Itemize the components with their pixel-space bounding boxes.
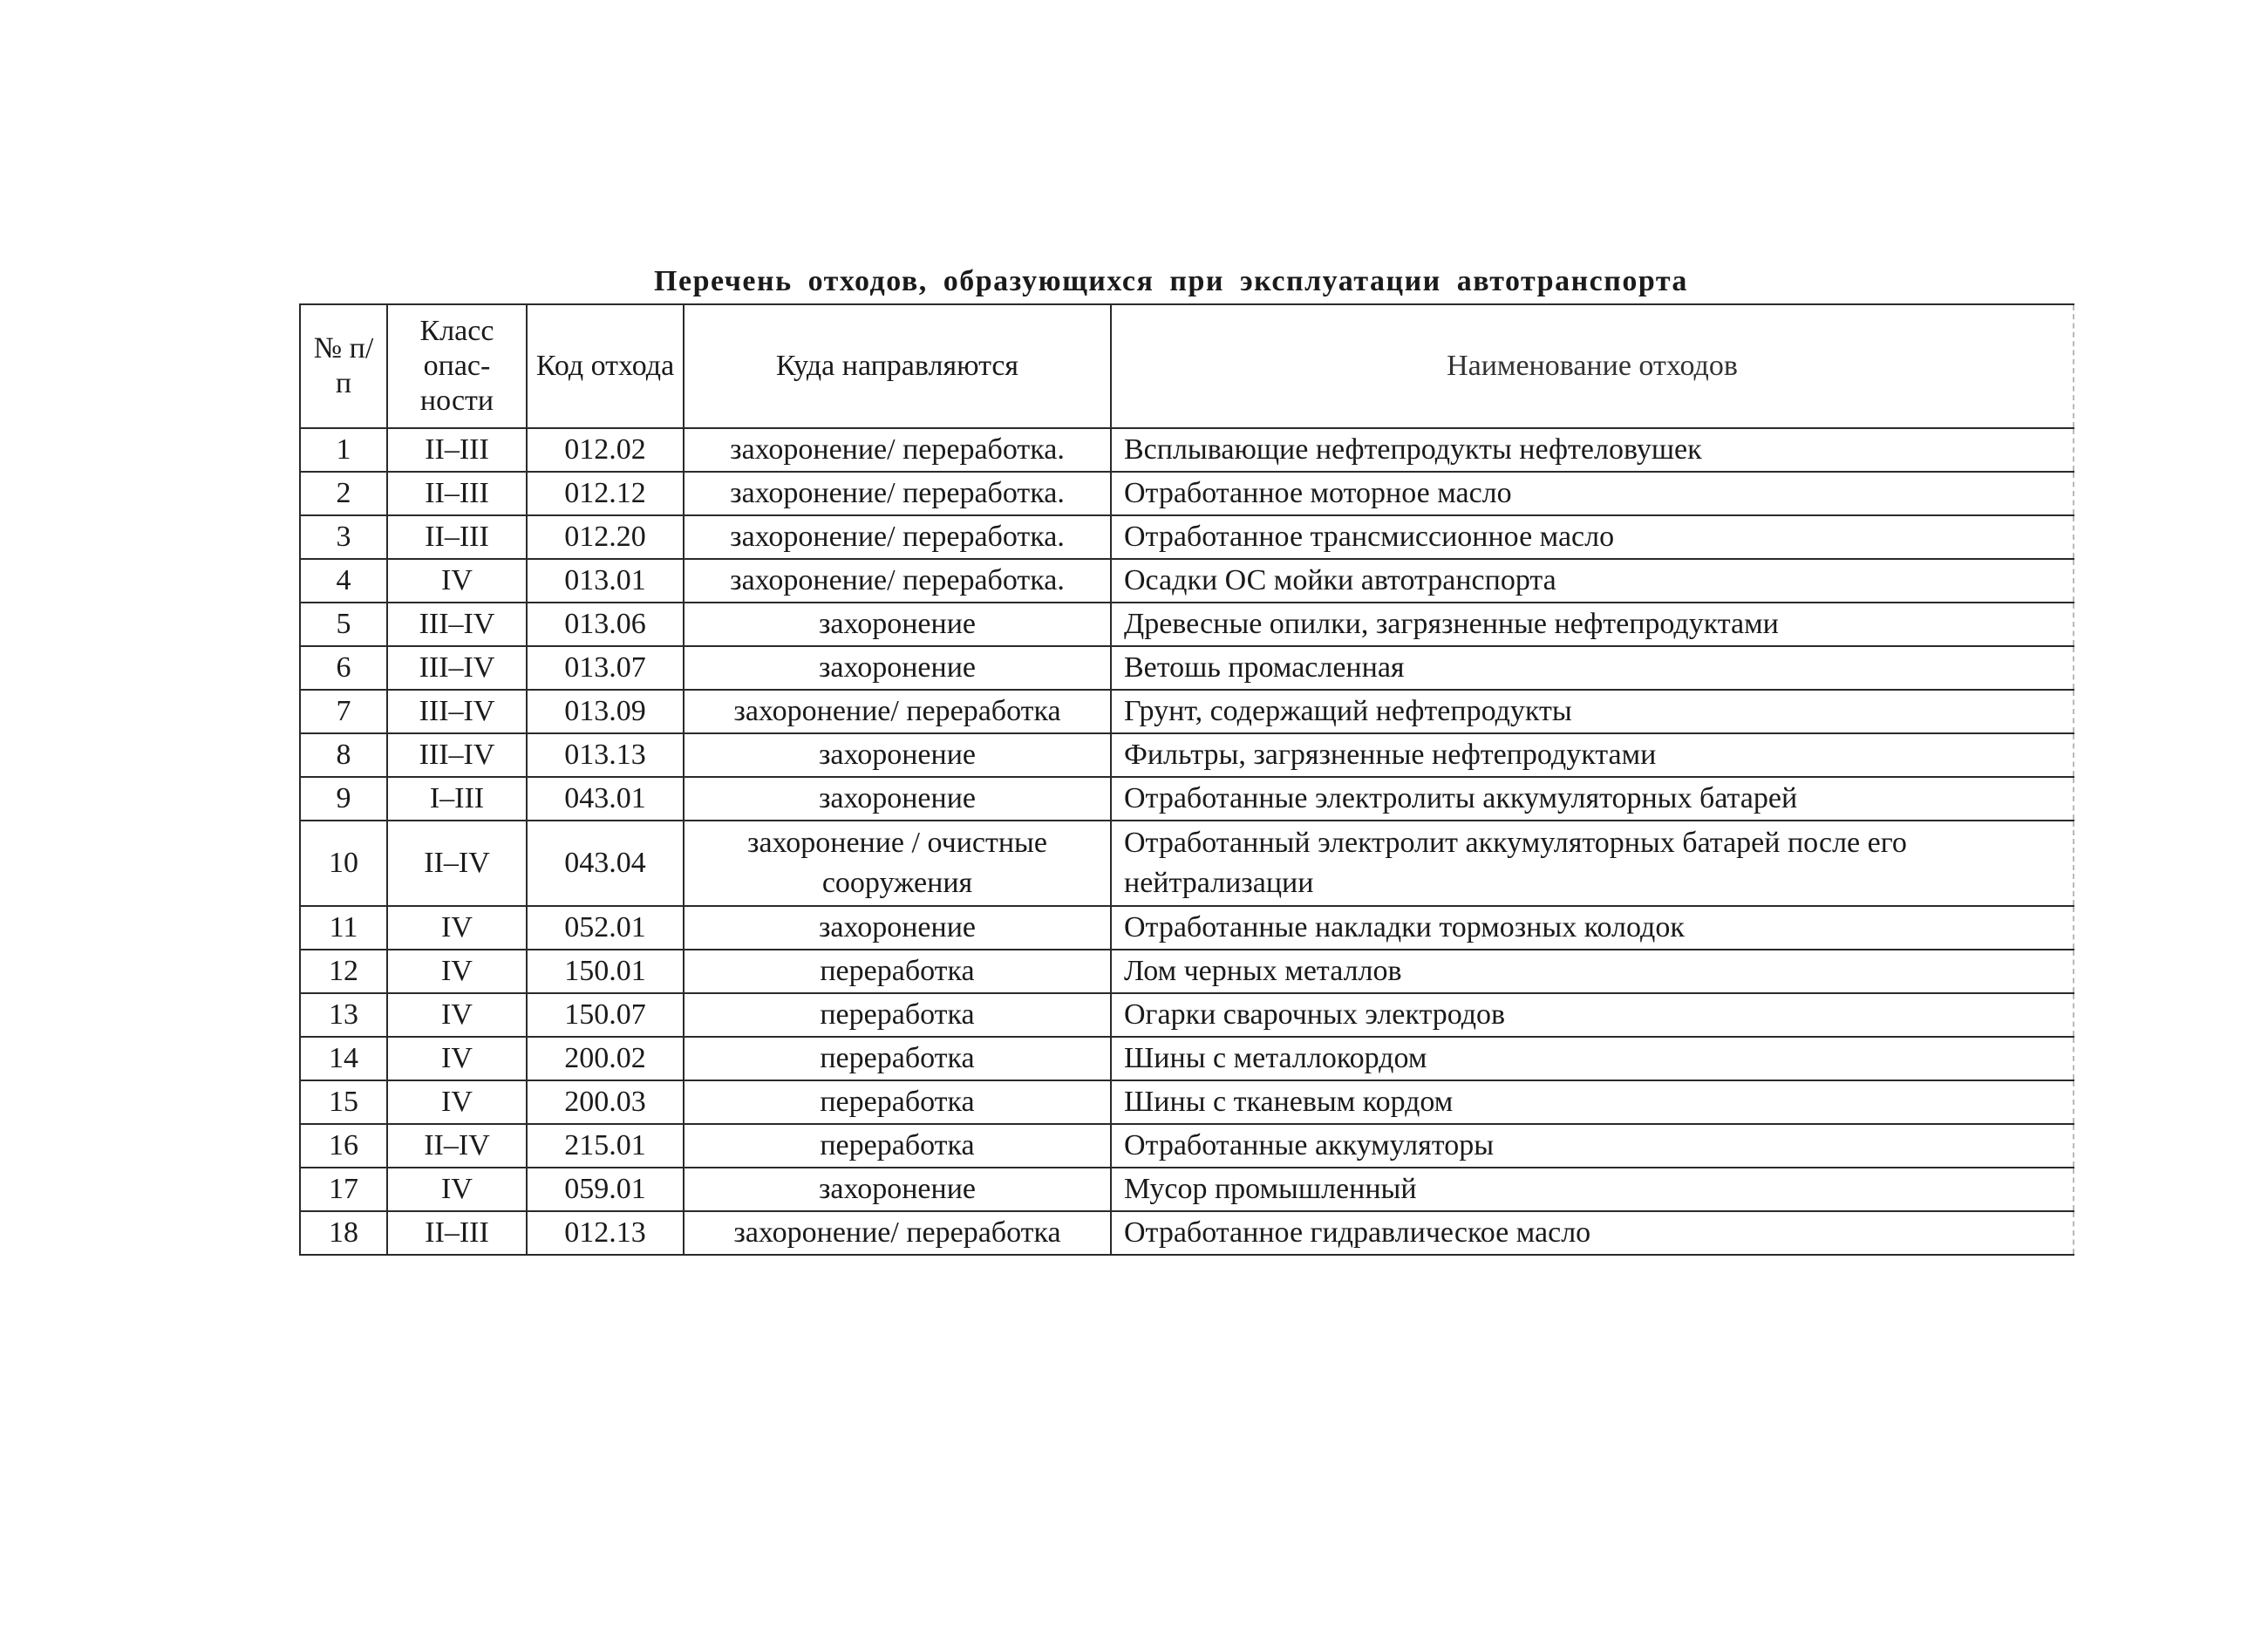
cell-destination: захоронение/ переработка (684, 1211, 1111, 1255)
document-title: Перечень отходов, образующихся при эксплуатации автотранспорта (654, 265, 1688, 297)
cell-num: 11 (300, 906, 387, 950)
table-row (300, 428, 2074, 472)
cell-code: 013.06 (527, 603, 684, 646)
table-header-row (300, 304, 2074, 428)
cell-name: Отработанные накладки тормозных колодок (1111, 906, 2074, 950)
cell-destination: захоронение/ переработка. (684, 559, 1111, 603)
cell-num: 15 (300, 1080, 387, 1124)
cell-destination: захоронение (684, 906, 1111, 950)
cell-num: 5 (300, 603, 387, 646)
cell-name: Шины с тканевым кордом (1111, 1080, 2074, 1124)
cell-name: Отработанное гидравлическое масло (1111, 1211, 2074, 1255)
cell-num: 10 (300, 821, 387, 906)
table-row (300, 821, 2074, 906)
cell-num: 1 (300, 428, 387, 472)
cell-name: Лом черных металлов (1111, 950, 2074, 993)
cell-hazard-class: III–IV (387, 646, 527, 690)
table-row (300, 559, 2074, 603)
cell-name: Отработанное трансмиссионное масло (1111, 515, 2074, 559)
cell-name: Отработанный электролит аккумуляторных батарей после его нейтрализации (1111, 821, 2074, 906)
cell-hazard-class: II–III (387, 472, 527, 515)
cell-hazard-class: III–IV (387, 733, 527, 777)
cell-code: 200.02 (527, 1037, 684, 1080)
cell-hazard-class: I–III (387, 777, 527, 821)
cell-hazard-class: IV (387, 950, 527, 993)
cell-num: 12 (300, 950, 387, 993)
cell-name: Древесные опилки, загрязненные нефтепродуктами (1111, 603, 2074, 646)
cell-destination: захоронение (684, 1168, 1111, 1211)
table-row (300, 906, 2074, 950)
cell-hazard-class: II–III (387, 1211, 527, 1255)
table-row (300, 777, 2074, 821)
cell-destination: захоронение/ переработка. (684, 472, 1111, 515)
table-row (300, 603, 2074, 646)
cell-name: Фильтры, загрязненные нефтепродуктами (1111, 733, 2074, 777)
cell-name: Мусор промышленный (1111, 1168, 2074, 1211)
cell-num: 17 (300, 1168, 387, 1211)
cell-code: 059.01 (527, 1168, 684, 1211)
cell-hazard-class: IV (387, 1080, 527, 1124)
table-row (300, 646, 2074, 690)
cell-hazard-class: IV (387, 1168, 527, 1211)
cell-code: 043.01 (527, 777, 684, 821)
cell-destination: захоронение/ переработка (684, 690, 1111, 733)
cell-code: 012.20 (527, 515, 684, 559)
cell-num: 9 (300, 777, 387, 821)
table-row (300, 472, 2074, 515)
cell-hazard-class: IV (387, 559, 527, 603)
cell-destination: захоронение / очистные сооружения (684, 821, 1111, 906)
table-row (300, 515, 2074, 559)
cell-destination: захоронение (684, 733, 1111, 777)
cell-name: Отработанные аккумуляторы (1111, 1124, 2074, 1168)
cell-hazard-class: II–IV (387, 821, 527, 906)
cell-hazard-class: III–IV (387, 690, 527, 733)
cell-num: 13 (300, 993, 387, 1037)
table-row (300, 1037, 2074, 1080)
table-row (300, 993, 2074, 1037)
cell-code: 012.13 (527, 1211, 684, 1255)
cell-hazard-class: IV (387, 1037, 527, 1080)
cell-name: Ветошь промасленная (1111, 646, 2074, 690)
table-row (300, 1124, 2074, 1168)
cell-hazard-class: III–IV (387, 603, 527, 646)
cell-destination: переработка (684, 950, 1111, 993)
table-body (300, 428, 2074, 1255)
cell-destination: переработка (684, 1037, 1111, 1080)
table-row (300, 733, 2074, 777)
cell-code: 150.07 (527, 993, 684, 1037)
cell-destination: переработка (684, 1124, 1111, 1168)
cell-destination: захоронение (684, 603, 1111, 646)
cell-num: 3 (300, 515, 387, 559)
cell-name: Всплывающие нефтепродукты нефтеловушек (1111, 428, 2074, 472)
cell-num: 8 (300, 733, 387, 777)
cell-code: 013.07 (527, 646, 684, 690)
cell-hazard-class: II–III (387, 428, 527, 472)
cell-code: 013.01 (527, 559, 684, 603)
cell-num: 2 (300, 472, 387, 515)
table-row (300, 1080, 2074, 1124)
cell-code: 200.03 (527, 1080, 684, 1124)
cell-hazard-class: IV (387, 993, 527, 1037)
cell-code: 012.02 (527, 428, 684, 472)
cell-hazard-class: II–III (387, 515, 527, 559)
cell-name: Осадки ОС мойки автотранспорта (1111, 559, 2074, 603)
cell-destination: захоронение (684, 777, 1111, 821)
cell-code: 012.12 (527, 472, 684, 515)
cell-name: Грунт, содержащий нефтепродукты (1111, 690, 2074, 733)
cell-destination: переработка (684, 1080, 1111, 1124)
cell-hazard-class: II–IV (387, 1124, 527, 1168)
header-num: № п/п (300, 304, 387, 428)
cell-num: 18 (300, 1211, 387, 1255)
waste-table (299, 303, 2074, 1256)
header-destination: Куда направляются (684, 304, 1111, 428)
cell-name: Шины с металлокордом (1111, 1037, 2074, 1080)
cell-code: 013.13 (527, 733, 684, 777)
header-code: Код отхода (527, 304, 684, 428)
cell-code: 215.01 (527, 1124, 684, 1168)
cell-destination: переработка (684, 993, 1111, 1037)
cell-destination: захоронение/ переработка. (684, 515, 1111, 559)
table-row (300, 950, 2074, 993)
table-row (300, 1211, 2074, 1255)
cell-code: 052.01 (527, 906, 684, 950)
cell-num: 16 (300, 1124, 387, 1168)
cell-name: Отработанные электролиты аккумуляторных батарей (1111, 777, 2074, 821)
header-name: Наименование отходов (1111, 304, 2074, 428)
cell-code: 043.04 (527, 821, 684, 906)
cell-code: 013.09 (527, 690, 684, 733)
cell-name: Отработанное моторное масло (1111, 472, 2074, 515)
cell-num: 7 (300, 690, 387, 733)
table-row (300, 1168, 2074, 1211)
cell-num: 6 (300, 646, 387, 690)
cell-num: 4 (300, 559, 387, 603)
cell-destination: захоронение/ переработка. (684, 428, 1111, 472)
table-row (300, 690, 2074, 733)
cell-name: Огарки сварочных электродов (1111, 993, 2074, 1037)
cell-num: 14 (300, 1037, 387, 1080)
header-hazard-class: Класс опас-ности (387, 304, 527, 428)
cell-hazard-class: IV (387, 906, 527, 950)
cell-destination: захоронение (684, 646, 1111, 690)
cell-code: 150.01 (527, 950, 684, 993)
